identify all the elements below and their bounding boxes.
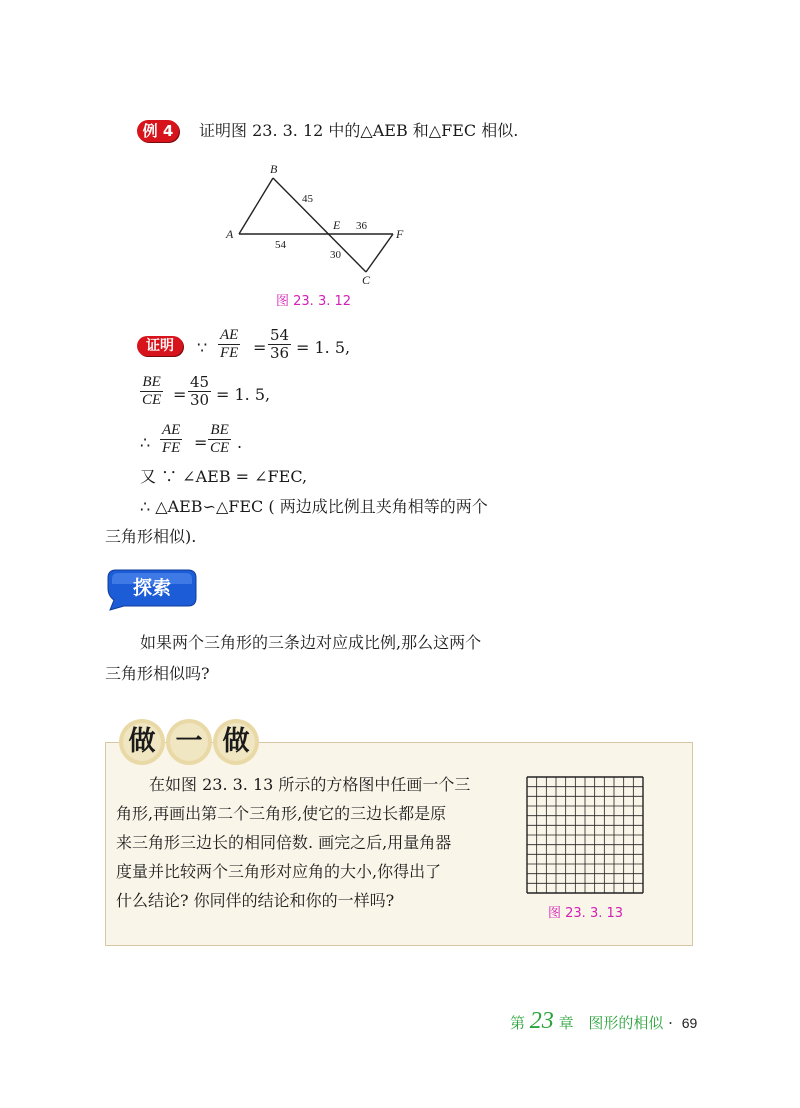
fraction-45-30 [188,374,211,409]
explore-question-line1: 如果两个三角形的三条边对应成比例,那么这两个 [140,633,482,652]
figure-caption-13: 图 23. 3. 13 [548,906,624,921]
example-badge: 例 4 [137,120,179,142]
equals: = [253,338,267,357]
result-2: = 1. 5, [216,385,271,404]
example-statement: 证明图 23. 3. 12 中的△AEB 和△FEC 相似. [199,121,519,140]
activity-text-line1: 在如图 23. 3. 13 所示的方格图中任画一个三 [149,775,471,794]
proof-line-conclusion: ∴ △AEB∽△FEC ( 两边成比例且夹角相等的两个 [140,497,488,516]
segment-bc [273,178,366,272]
fraction-ae-fe-2 [160,422,182,457]
result-1: = 1. 5, [296,338,351,357]
label-b: B [270,162,278,176]
denominator: 30 [190,391,210,409]
denominator: FE [162,440,181,456]
numerator: BE [142,374,161,390]
label-e: E [333,218,341,232]
figure-caption-12: 图 23. 3. 12 [276,294,352,309]
fraction-ae-fe [218,327,240,362]
numerator: BE [210,422,229,438]
length-be: 45 [302,193,313,205]
activity-text-line3: 来三角形三边长的相同倍数. 画完之后,用量角器 [116,833,452,852]
activity-text-line5: 什么结论? 你同伴的结论和你的一样吗? [116,891,395,910]
page-number: 69 [681,1015,698,1031]
fraction-be-ce-2 [208,422,231,457]
numerator: AE [162,422,181,438]
numerator: AE [220,327,239,343]
triangle-figure [220,160,420,285]
label-f: F [396,227,404,241]
proof-line-angles: 又 ∵ ∠AEB = ∠FEC, [140,467,308,486]
activity-title-char-1: 做 [128,726,156,757]
activity-text-line4: 度量并比较两个三角形对应角的大小,你得出了 [116,862,442,881]
length-ef: 36 [356,220,367,232]
fraction-54-36 [268,327,291,362]
denominator: FE [220,345,239,361]
chapter-title: 图形的相似 [588,1014,664,1032]
numerator: 45 [190,373,210,391]
equals: = [194,433,208,452]
square-grid[interactable] [526,776,644,894]
length-ec: 30 [330,249,341,261]
because-symbol: ∵ [197,338,208,357]
segment-ab [239,178,273,234]
fraction-be-ce [140,374,163,409]
denominator: 36 [270,344,290,362]
chapter-suffix: 章 [558,1014,574,1032]
proof-line-conclusion-cont: 三角形相似). [105,527,197,546]
explore-question-line2: 三角形相似吗? [105,664,210,683]
therefore-symbol: ∴ [140,433,151,452]
footer-dot: · [668,1014,673,1032]
label-c: C [362,273,371,285]
activity-title-char-3: 做 [222,726,250,757]
page-footer [510,1008,697,1036]
numerator: 54 [270,326,290,344]
explore-badge: 探索 [132,577,171,599]
denominator: CE [210,440,230,456]
length-ae: 54 [275,239,286,251]
period: . [237,433,243,452]
activity-title-char-2: 一 [175,726,203,757]
equals: = [173,385,187,404]
activity-text-line2: 角形,再画出第二个三角形,使它的三边长都是原 [116,804,447,823]
chapter-prefix: 第 [510,1014,526,1032]
segment-cf [366,234,393,272]
denominator: CE [142,392,162,408]
proof-badge: 证明 [137,336,183,356]
label-a: A [226,227,234,241]
chapter-number: 23 [529,1008,554,1034]
